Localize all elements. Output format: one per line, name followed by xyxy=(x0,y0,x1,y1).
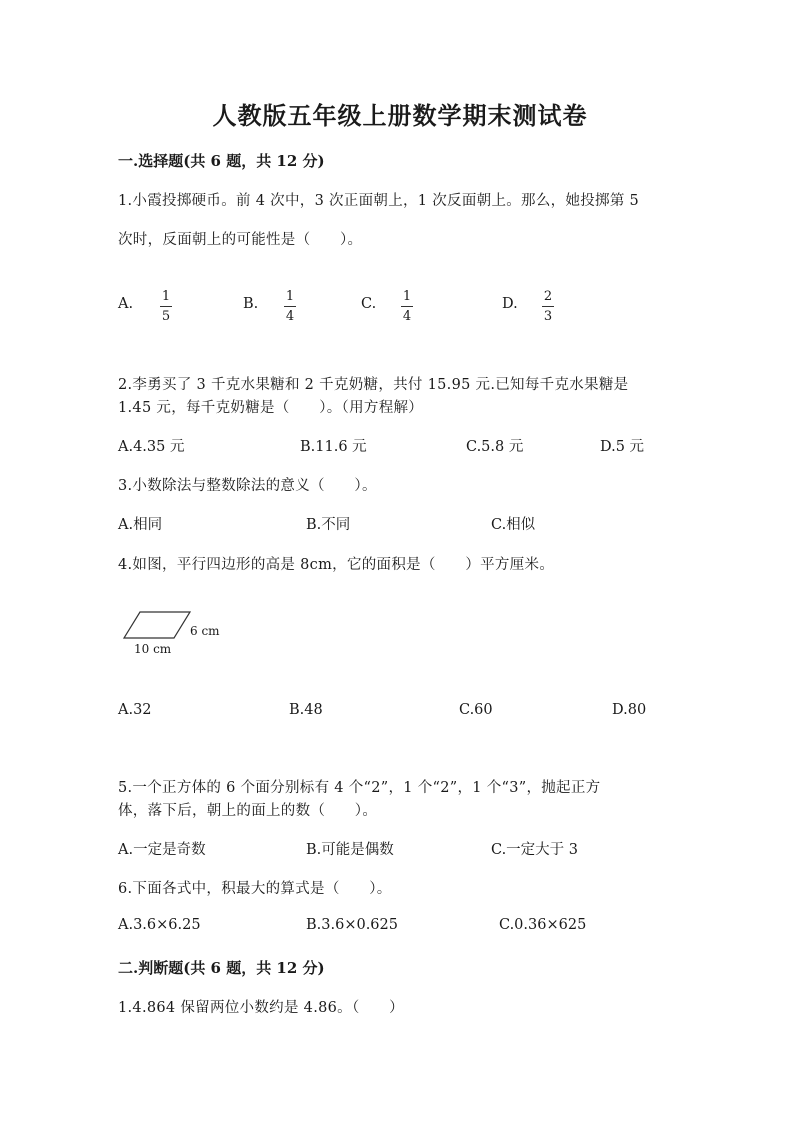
q5-option-a: A.一定是奇数 xyxy=(118,842,206,858)
question-5-line-2: 体，落下后，朝上的面上的数（ ）。 xyxy=(118,803,378,819)
denominator: 4 xyxy=(402,309,412,324)
question-1-line-2: 次时，反面朝上的可能性是（ ）。 xyxy=(118,232,363,248)
q3-option-a: A.相同 xyxy=(118,517,163,533)
numerator: 1 xyxy=(285,289,295,304)
question-4-line-1: 4.如图，平行四边形的高是 8cm，它的面积是（ ）平方厘米。 xyxy=(118,557,555,573)
q4-option-d: D.80 xyxy=(612,702,647,718)
numerator: 1 xyxy=(402,289,412,304)
q2-option-b: B.11.6 元 xyxy=(300,439,367,455)
q4-option-a: A.32 xyxy=(118,702,152,718)
section-heading-judgement: 二.判断题(共 6 题，共 12 分) xyxy=(118,959,325,977)
q6-option-c: C.0.36×625 xyxy=(499,917,587,933)
denominator: 4 xyxy=(285,309,295,324)
q3-option-c: C.相似 xyxy=(491,517,536,533)
question-6-line-1: 6.下面各式中，积最大的算式是（ ）。 xyxy=(118,881,392,897)
q3-option-b: B.不同 xyxy=(306,517,351,533)
q1-option-a-fraction xyxy=(160,289,172,324)
denominator: 3 xyxy=(543,309,553,324)
numerator: 2 xyxy=(543,289,553,304)
q6-option-a: A.3.6×6.25 xyxy=(118,917,201,933)
numerator: 1 xyxy=(161,289,171,304)
section-heading-choice: 一.选择题(共 6 题，共 12 分) xyxy=(118,152,325,170)
q1-option-d-fraction xyxy=(542,289,554,324)
q2-option-c: C.5.8 元 xyxy=(466,439,524,455)
figure-side-label: 6 cm xyxy=(190,624,220,638)
question-2-line-2: 1.45 元，每千克奶糖是（ ）。（用方程解） xyxy=(118,400,424,416)
q1-option-b-label: B. xyxy=(243,296,259,312)
q1-option-a-label: A. xyxy=(118,296,134,312)
page-title: 人教版五年级上册数学期末测试卷 xyxy=(212,101,588,130)
q5-option-c: C.一定大于 3 xyxy=(491,842,579,858)
q5-option-b: B.可能是偶数 xyxy=(306,842,394,858)
question-2-line-1: 2.李勇买了 3 千克水果糖和 2 千克奶糖，共付 15.95 元.已知每千克水果糖是 xyxy=(118,377,629,393)
parallelogram-shape xyxy=(124,612,190,638)
denominator: 5 xyxy=(161,309,171,324)
q1-option-c-label: C. xyxy=(361,296,377,312)
q4-option-c: C.60 xyxy=(459,702,493,718)
question-3-line-1: 3.小数除法与整数除法的意义（ ）。 xyxy=(118,478,377,494)
q2-option-d: D.5 元 xyxy=(600,439,645,455)
parallelogram-figure xyxy=(118,608,248,656)
q1-option-d-label: D. xyxy=(502,296,518,312)
q6-option-b: B.3.6×0.625 xyxy=(306,917,398,933)
q4-option-b: B.48 xyxy=(289,702,323,718)
judgement-1-line-1: 1.4.864 保留两位小数约是 4.86。（ ） xyxy=(118,1000,404,1016)
q1-option-c-fraction xyxy=(401,289,413,324)
figure-base-label: 10 cm xyxy=(134,642,172,656)
question-1-line-1: 1.小霞投掷硬币。前 4 次中，3 次正面朝上，1 次反面朝上。那么，她投掷第 5 xyxy=(118,193,640,209)
q1-option-b-fraction xyxy=(284,289,296,324)
q2-option-a: A.4.35 元 xyxy=(118,439,185,455)
question-5-line-1: 5.一个正方体的 6 个面分别标有 4 个“2”，1 个“2”，1 个“3”，抛起正方 xyxy=(118,780,601,796)
